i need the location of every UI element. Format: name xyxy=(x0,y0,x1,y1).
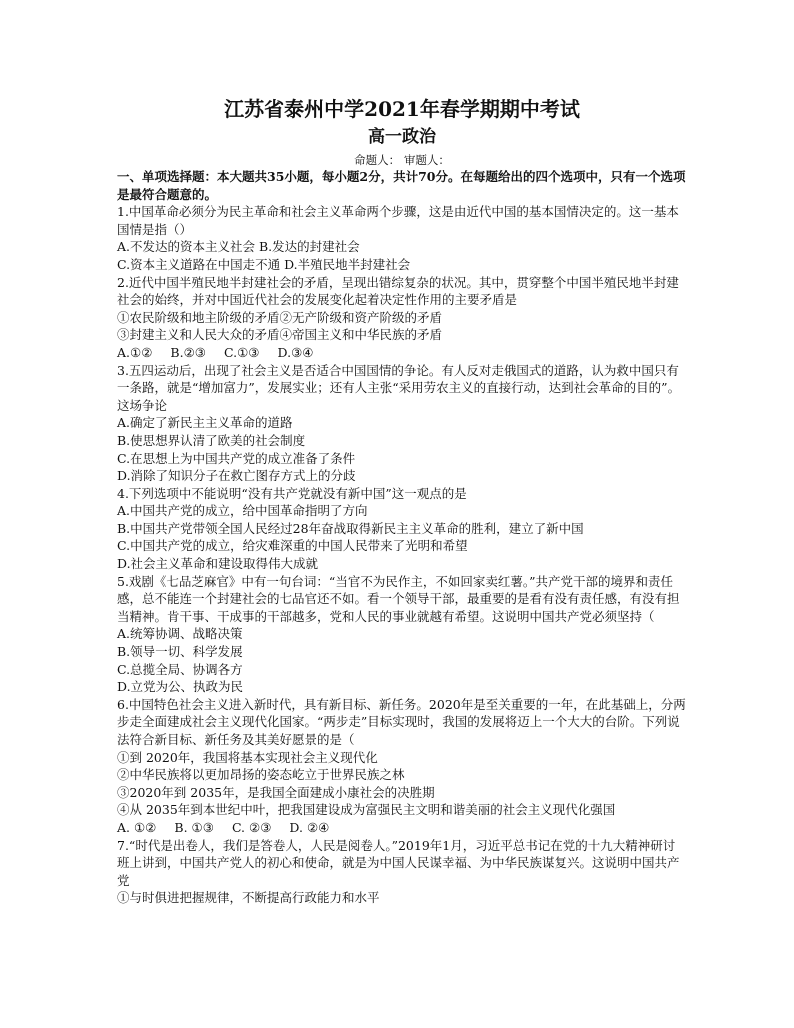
question-option: ①与时俱进把握规律，不断提高行政能力和水平 xyxy=(117,890,380,906)
question-5 xyxy=(117,573,687,696)
question-option: D.消除了知识分子在救亡图存方式上的分歧 xyxy=(117,468,356,484)
answer-choice: D.③④ xyxy=(277,344,314,360)
exam-page xyxy=(117,96,687,907)
answer-choices-row xyxy=(117,344,687,362)
question-option: C.中国共产党的成立，给灾难深重的中国人民带来了光明和希望 xyxy=(117,538,468,554)
question-7 xyxy=(117,837,687,907)
question-option: A.统筹协调、战略决策 xyxy=(117,626,243,642)
answer-choice: A. ①② xyxy=(117,819,157,835)
question-option: C.总揽全局、协调各方 xyxy=(117,661,243,677)
question-6 xyxy=(117,696,687,837)
question-option: C.资本主义道路在中国走不通 D.半殖民地半封建社会 xyxy=(117,256,411,272)
question-stem: 6.中国特色社会主义进入新时代，具有新目标、新任务。2020年是至关重要的一年，在此基础上，分两步走全面建成社会主义现代化国家。“两步走”目标实现时，我国的发展将迈上一个大大的台阶。下列说法符合新目标、新任务及其美好愿景的是（ xyxy=(117,696,686,747)
section-heading: 一、单项选择题：本大题共35小题，每小题2分，共计70分。在每题给出的四个选项中，只有一个选项是最符合题意的。 xyxy=(117,169,686,202)
question-stem: 3.五四运动后，出现了社会主义是否适合中国国情的争论。有人反对走俄国式的道路，认为救中国只有一条路，就是“增加富力”，发展实业；还有人主张“采用劳农主义的直接行动，达到社会革命的目的”。这场争论 xyxy=(117,362,681,413)
question-option: ①到 2020年，我国将基本实现社会主义现代化 xyxy=(117,749,378,765)
question-option: B.领导一切、科学发展 xyxy=(117,644,243,660)
answer-choice: C.①③ xyxy=(224,344,260,360)
question-stem: 2.近代中国半殖民地半封建社会的矛盾，呈现出错综复杂的状况。其中，贯穿整个中国半殖民地半封建社会的始终，并对中国近代社会的发展变化起着决定性作用的主要矛盾是 xyxy=(117,274,679,308)
question-1 xyxy=(117,203,687,273)
answer-choice: B.②③ xyxy=(170,344,206,360)
answer-choices-row xyxy=(117,819,687,837)
question-3 xyxy=(117,362,687,485)
author-line: 命题人： 审题人： xyxy=(354,153,450,167)
answer-choice: C. ②③ xyxy=(231,819,272,835)
question-option: A.中国共产党的成立，给中国革命指明了方向 xyxy=(117,503,368,519)
question-option: A.确定了新民主主义革命的道路 xyxy=(117,415,293,431)
question-stem: 1.中国革命必须分为民主革命和社会主义革命两个步骤，这是由近代中国的基本国情决定的。这一基本国情是指（） xyxy=(117,204,679,237)
question-option: ③2020年到 2035年，是我国全面建成小康社会的决胜期 xyxy=(117,784,435,800)
question-option: ③封建主义和人民大众的矛盾④帝国主义和中华民族的矛盾 xyxy=(117,327,443,343)
answer-choice: D. ②④ xyxy=(289,819,330,835)
question-stem: 5.戏剧《七品芝麻官》中有一句台词：“当官不为民作主，不如回家卖红薯。”共产党干部的境界和责任感，总不能连一个封建社会的七品官还不如。看一个领导干部，最重要的是看有没有责任感，有没有担当精神。肯干事、干成事的干部越多，党和人民的事业就越有希望。这说明中国共产党必须坚持（ xyxy=(117,573,680,624)
question-option: B.使思想界认清了欧美的社会制度 xyxy=(117,432,306,448)
exam-subtitle: 高一政治 xyxy=(368,127,436,147)
question-2 xyxy=(117,274,687,362)
question-stem: 4.下列选项中不能说明“没有共产党就没有新中国”这一观点的是 xyxy=(117,485,467,501)
exam-title: 江苏省泰州中学2021年春学期期中考试 xyxy=(224,97,580,121)
question-option: B.中国共产党带领全国人民经过28年奋战取得新民主主义革命的胜利，建立了新中国 xyxy=(117,520,584,536)
question-option: D.社会主义革命和建设取得伟大成就 xyxy=(117,556,319,572)
question-stem: 7.“时代是出卷人，我们是答卷人，人民是阅卷人。”2019年1月，习近平总书记在党的十九大精神研讨班上讲到，中国共产党人的初心和使命，就是为中国人民谋幸福、为中华民族谋复兴。这说明中国共产党 xyxy=(117,837,680,888)
question-option: ④从 2035年到本世纪中叶，把我国建设成为富强民主文明和谐美丽的社会主义现代化强国 xyxy=(117,802,616,818)
answer-choice: B. ①③ xyxy=(174,819,214,835)
question-4 xyxy=(117,485,687,573)
question-option: ②中华民族将以更加昂扬的姿态屹立于世界民族之林 xyxy=(117,767,405,783)
question-list xyxy=(117,203,687,907)
question-option: A.不发达的资本主义社会 B.发达的封建社会 xyxy=(117,239,360,255)
question-option: C.在思想上为中国共产党的成立准备了条件 xyxy=(117,450,356,466)
question-option: D.立党为公、执政为民 xyxy=(117,679,244,695)
question-option: ①农民阶级和地主阶级的矛盾②无产阶级和资产阶级的矛盾 xyxy=(117,309,443,325)
answer-choice: A.①② xyxy=(117,344,153,360)
